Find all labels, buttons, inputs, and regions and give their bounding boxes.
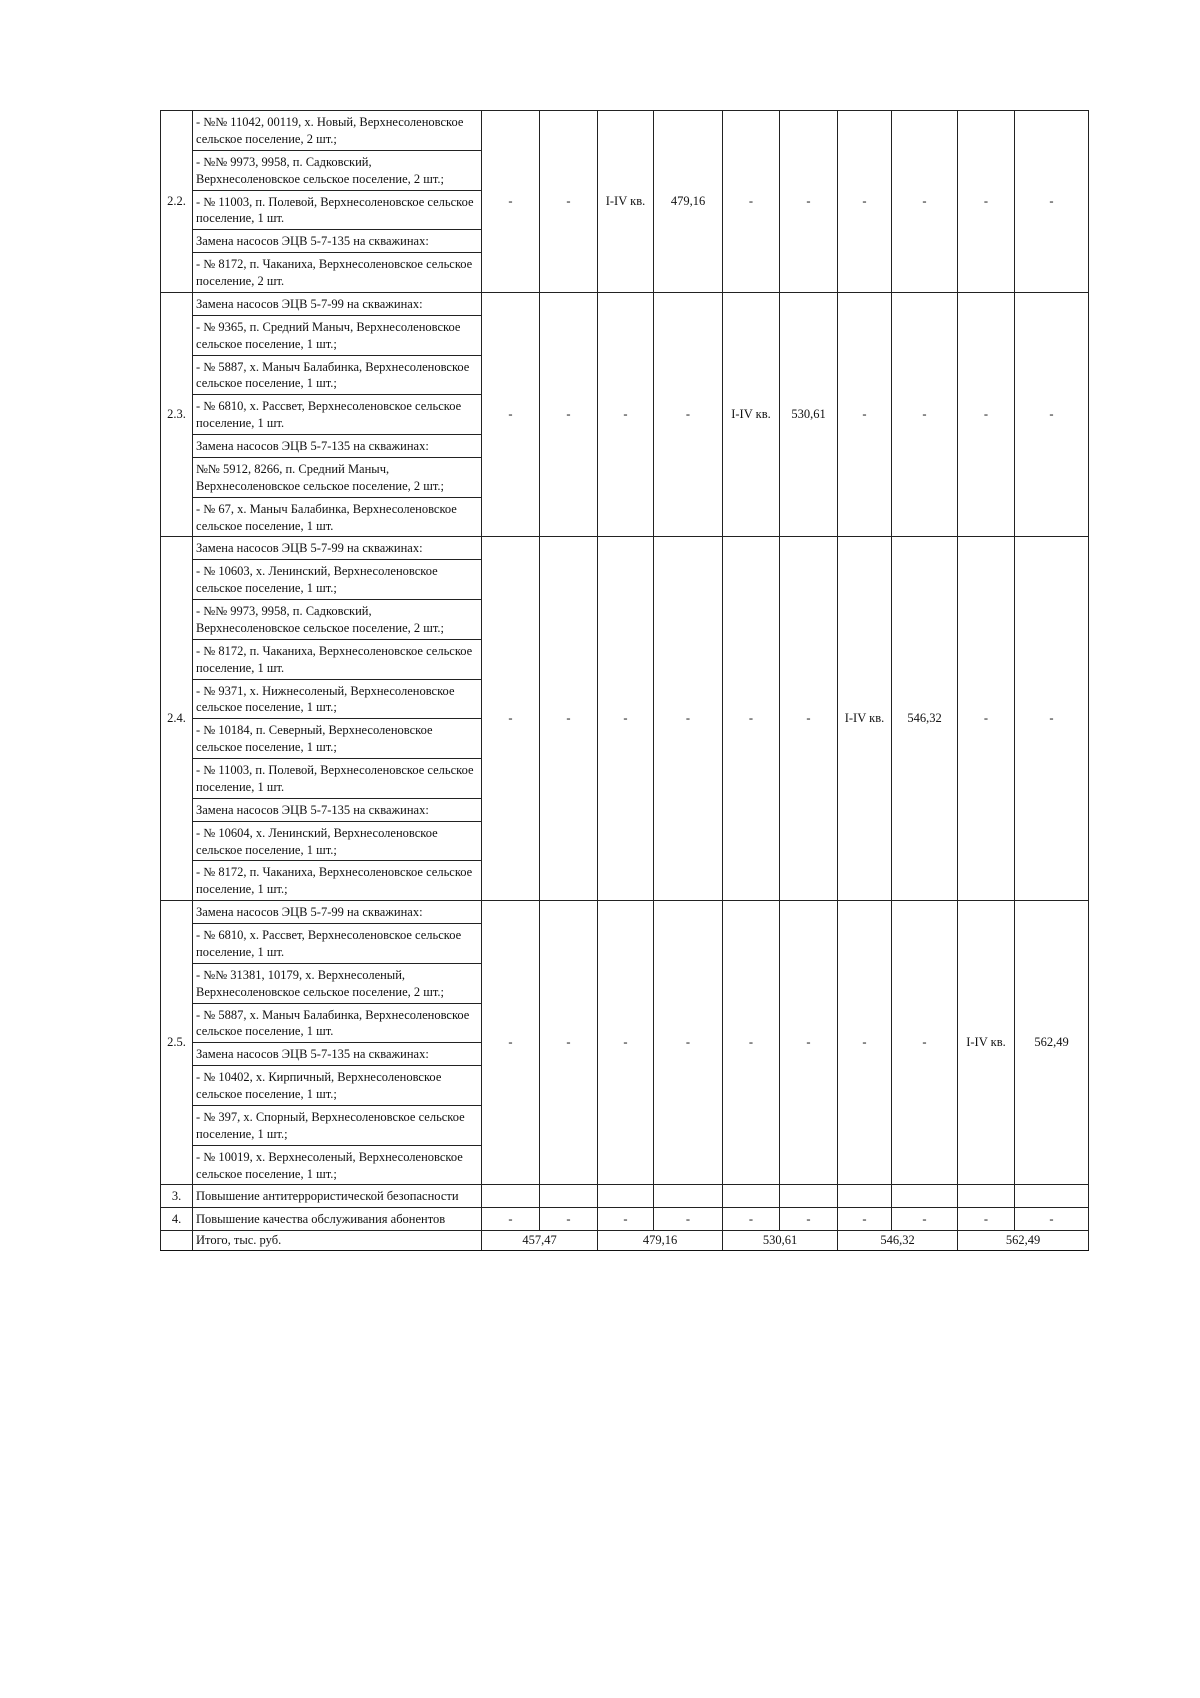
period-value-cell: - xyxy=(780,111,838,293)
measure-description: Повышение качества обслуживания абонентов xyxy=(193,1208,482,1231)
period-value-cell xyxy=(780,1185,838,1208)
period-value-cell xyxy=(654,1185,723,1208)
measure-description: - № 6810, х. Рассвет, Верхнесоленовское сельское поселение, 1 шт. xyxy=(193,395,482,435)
period-value-cell: - xyxy=(1015,111,1089,293)
period-value-cell: I-IV кв. xyxy=(838,537,892,901)
table-row xyxy=(161,111,1089,151)
period-value-cell: 562,49 xyxy=(1015,901,1089,1185)
item-number: 2.4. xyxy=(161,537,193,901)
period-value-cell xyxy=(838,1185,892,1208)
item-number: 2.3. xyxy=(161,292,193,537)
total-empty-cell xyxy=(161,1231,193,1251)
measure-description: - № 8172, п. Чаканиха, Верхнесоленовское сельское поселение, 1 шт. xyxy=(193,639,482,679)
period-value-cell: 530,61 xyxy=(780,292,838,537)
table-row xyxy=(161,901,1089,924)
period-value-cell: - xyxy=(838,292,892,537)
period-value-cell xyxy=(540,1185,598,1208)
item-number: 4. xyxy=(161,1208,193,1231)
period-value-cell: - xyxy=(598,901,654,1185)
measure-description: - №№ 9973, 9958, п. Садковский, Верхнесоленовское сельское поселение, 2 шт.; xyxy=(193,600,482,640)
period-value-cell: - xyxy=(892,292,958,537)
period-value-cell: I-IV кв. xyxy=(723,292,780,537)
total-value: 479,16 xyxy=(598,1231,723,1251)
period-value-cell: 479,16 xyxy=(654,111,723,293)
total-value: 457,47 xyxy=(482,1231,598,1251)
measure-description: Замена насосов ЭЦВ 5-7-135 на скважинах: xyxy=(193,230,482,253)
period-value-cell xyxy=(1015,1185,1089,1208)
period-value-cell: - xyxy=(892,111,958,293)
item-number: 2.5. xyxy=(161,901,193,1185)
measure-description: - № 9371, х. Нижнесоленый, Верхнесоленовское сельское поселение, 1 шт.; xyxy=(193,679,482,719)
measure-description: №№ 5912, 8266, п. Средний Маныч, Верхнесоленовское сельское поселение, 2 шт.; xyxy=(193,457,482,497)
measure-description: Замена насосов ЭЦВ 5-7-99 на скважинах: xyxy=(193,537,482,560)
table-body xyxy=(161,111,1089,1251)
measure-description: Замена насосов ЭЦВ 5-7-135 на скважинах: xyxy=(193,1043,482,1066)
table-row xyxy=(161,1185,1089,1208)
period-value-cell: - xyxy=(482,292,540,537)
table-row xyxy=(161,537,1089,560)
measure-description: - №№ 31381, 10179, х. Верхнесоленый, Верхнесоленовское сельское поселение, 2 шт.; xyxy=(193,963,482,1003)
total-value: 546,32 xyxy=(838,1231,958,1251)
period-value-cell: - xyxy=(958,111,1015,293)
period-value-cell: - xyxy=(654,537,723,901)
period-value-cell xyxy=(598,1185,654,1208)
measure-description: - № 9365, п. Средний Маныч, Верхнесоленовское сельское поселение, 1 шт.; xyxy=(193,315,482,355)
period-value-cell: - xyxy=(540,1208,598,1231)
measure-description: - № 5887, х. Маныч Балабинка, Верхнесоленовское сельское поселение, 1 шт.; xyxy=(193,355,482,395)
measure-description: - № 397, х. Спорный, Верхнесоленовское сельское поселение, 1 шт.; xyxy=(193,1105,482,1145)
measure-description: - № 67, х. Маныч Балабинка, Верхнесоленовское сельское поселение, 1 шт. xyxy=(193,497,482,537)
measure-description: Замена насосов ЭЦВ 5-7-135 на скважинах: xyxy=(193,798,482,821)
period-value-cell: - xyxy=(892,1208,958,1231)
period-value-cell xyxy=(892,1185,958,1208)
measure-description: - № 8172, п. Чаканиха, Верхнесоленовское сельское поселение, 1 шт.; xyxy=(193,861,482,901)
total-value: 562,49 xyxy=(958,1231,1089,1251)
table-row xyxy=(161,1208,1089,1231)
period-value-cell: - xyxy=(958,537,1015,901)
period-value-cell: - xyxy=(598,537,654,901)
period-value-cell: I-IV кв. xyxy=(598,111,654,293)
period-value-cell: - xyxy=(780,537,838,901)
period-value-cell: - xyxy=(598,1208,654,1231)
period-value-cell: - xyxy=(838,901,892,1185)
measure-description: - № 11003, п. Полевой, Верхнесоленовское сельское поселение, 1 шт. xyxy=(193,759,482,799)
period-value-cell: - xyxy=(540,901,598,1185)
period-value-cell: - xyxy=(723,1208,780,1231)
item-number: 3. xyxy=(161,1185,193,1208)
period-value-cell xyxy=(958,1185,1015,1208)
period-value-cell: - xyxy=(958,292,1015,537)
period-value-cell: - xyxy=(598,292,654,537)
measure-description: Повышение антитеррористической безопасности xyxy=(193,1185,482,1208)
period-value-cell: - xyxy=(892,901,958,1185)
measure-description: Замена насосов ЭЦВ 5-7-135 на скважинах: xyxy=(193,435,482,458)
item-number: 2.2. xyxy=(161,111,193,293)
period-value-cell: - xyxy=(1015,537,1089,901)
period-value-cell: - xyxy=(958,1208,1015,1231)
period-value-cell: - xyxy=(654,901,723,1185)
period-value-cell: 546,32 xyxy=(892,537,958,901)
table-row xyxy=(161,292,1089,315)
period-value-cell: - xyxy=(780,1208,838,1231)
period-value-cell: - xyxy=(780,901,838,1185)
period-value-cell: - xyxy=(723,901,780,1185)
measure-description: - № 10019, х. Верхнесоленый, Верхнесоленовское сельское поселение, 1 шт.; xyxy=(193,1145,482,1185)
measure-description: Замена насосов ЭЦВ 5-7-99 на скважинах: xyxy=(193,901,482,924)
period-value-cell: - xyxy=(482,1208,540,1231)
period-value-cell: - xyxy=(654,1208,723,1231)
period-value-cell: - xyxy=(540,111,598,293)
measure-description: - № 10604, х. Ленинский, Верхнесоленовское сельское поселение, 1 шт.; xyxy=(193,821,482,861)
period-value-cell xyxy=(482,1185,540,1208)
period-value-cell: - xyxy=(654,292,723,537)
period-value-cell: - xyxy=(723,111,780,293)
period-value-cell: - xyxy=(838,111,892,293)
period-value-cell: - xyxy=(482,901,540,1185)
period-value-cell: - xyxy=(1015,292,1089,537)
period-value-cell: - xyxy=(1015,1208,1089,1231)
period-value-cell: - xyxy=(540,292,598,537)
period-value-cell: - xyxy=(482,537,540,901)
measure-description: - №№ 9973, 9958, п. Садковский, Верхнесоленовское сельское поселение, 2 шт.; xyxy=(193,150,482,190)
period-value-cell xyxy=(723,1185,780,1208)
measure-description: - № 10402, х. Кирпичный, Верхнесоленовское сельское поселение, 1 шт.; xyxy=(193,1066,482,1106)
measure-description: - №№ 11042, 00119, х. Новый, Верхнесоленовское сельское поселение, 2 шт.; xyxy=(193,111,482,151)
measure-description: - № 5887, х. Маныч Балабинка, Верхнесоленовское сельское поселение, 1 шт. xyxy=(193,1003,482,1043)
measure-description: - № 6810, х. Рассвет, Верхнесоленовское сельское поселение, 1 шт. xyxy=(193,924,482,964)
period-value-cell: - xyxy=(838,1208,892,1231)
measure-description: - № 8172, п. Чаканиха, Верхнесоленовское сельское поселение, 2 шт. xyxy=(193,253,482,293)
measure-description: - № 10184, п. Северный, Верхнесоленовское сельское поселение, 1 шт.; xyxy=(193,719,482,759)
measure-description: - № 11003, п. Полевой, Верхнесоленовское сельское поселение, 1 шт. xyxy=(193,190,482,230)
total-row xyxy=(161,1231,1089,1251)
period-value-cell: I-IV кв. xyxy=(958,901,1015,1185)
period-value-cell: - xyxy=(482,111,540,293)
period-value-cell: - xyxy=(723,537,780,901)
measures-table xyxy=(160,110,1089,1251)
period-value-cell: - xyxy=(540,537,598,901)
total-label: Итого, тыс. руб. xyxy=(193,1231,482,1251)
total-value: 530,61 xyxy=(723,1231,838,1251)
measure-description: Замена насосов ЭЦВ 5-7-99 на скважинах: xyxy=(193,292,482,315)
measure-description: - № 10603, х. Ленинский, Верхнесоленовское сельское поселение, 1 шт.; xyxy=(193,560,482,600)
